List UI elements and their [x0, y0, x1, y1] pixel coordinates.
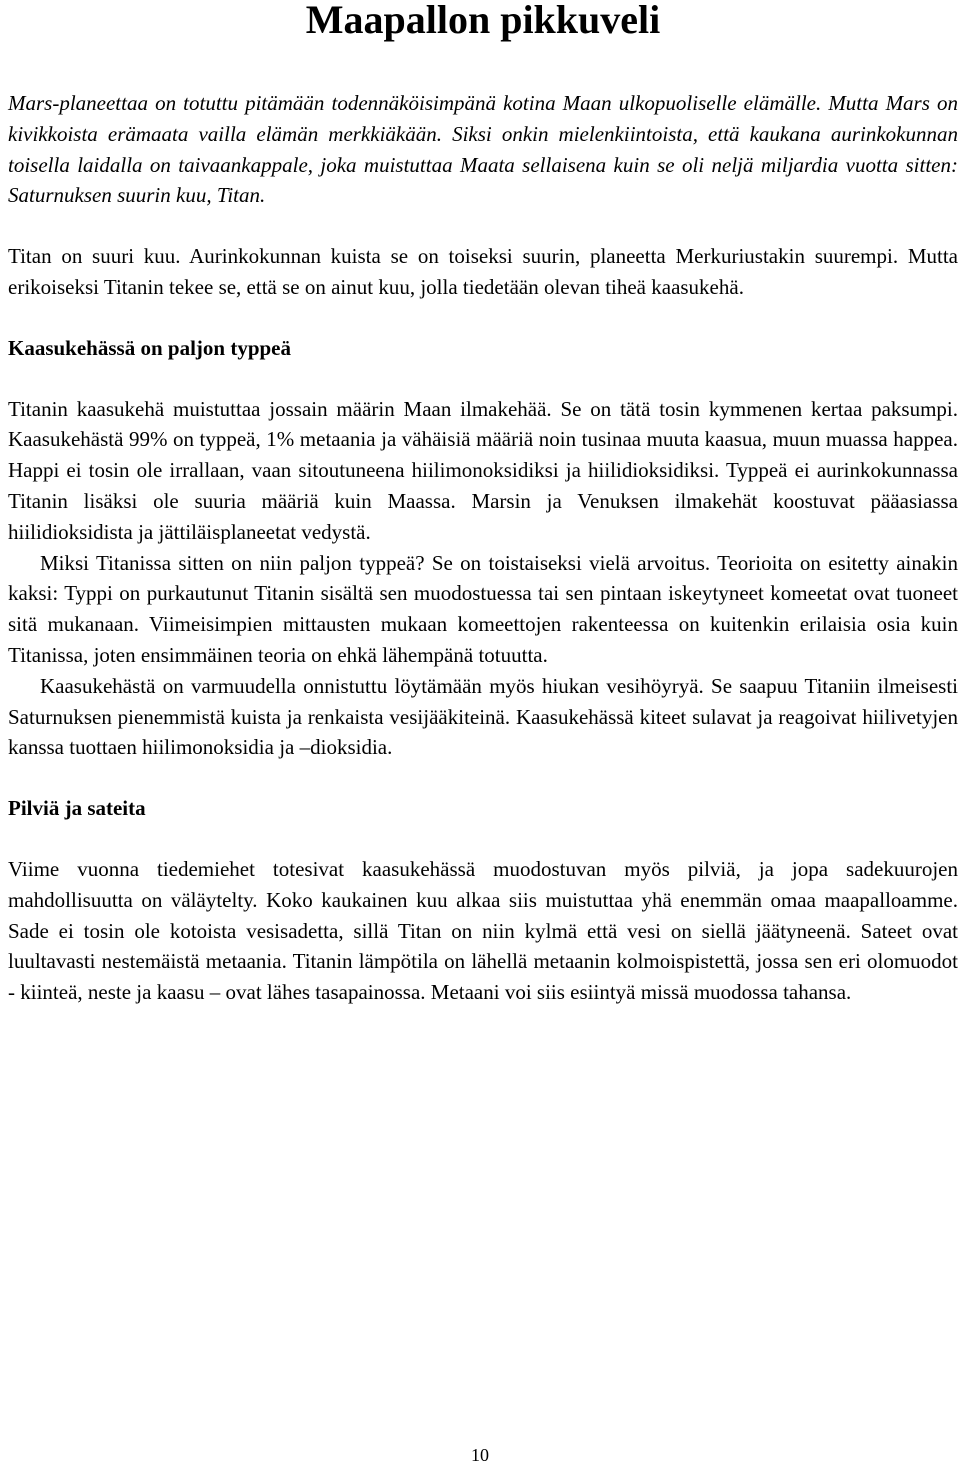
section-heading-nitrogen: Kaasukehässä on paljon typpeä — [8, 335, 291, 360]
intro-paragraph: Mars-planeettaa on totuttu pitämään todennäköisimpänä kotina Maan ulkopuoliselle elämälle. Mutta Mars on kivikkoista erämaata vailla elämän merkkiäkään. Siksi onkin mielenkiintoista, että kaukana aurinkokunnan toisella laidalla on taivaankappale, joka muistuttaa Maata sellaisena kuin se oli neljä miljardia vuotta sitten: Saturnuksen suurin kuu, Titan. — [8, 91, 958, 208]
section-heading-clouds: Pilviä ja sateita — [8, 796, 146, 821]
paragraph-nitrogen-mystery: Miksi Titanissa sitten on niin paljon typpeä? Se on toistaiseksi vielä arvoitus. Teorioita on esitetty ainakin kaksi: Typpi on purkautunut Titanin sisältä sen muodostuessa tai sen pintaan iskeytyneet komeetat ovat tuoneet sitä mukanaan. Viimeisimpien mittausten mukaan komeettojen rakenteessa on kuitenkin erilaisia osia kuin Titanissa, joten ensimmäinen teoria on ehkä lähempänä totuutta. — [8, 550, 958, 667]
paragraph-water-vapor: Kaasukehästä on varmuudella onnistuttu löytämään myös hiukan vesihöyryä. Se saapuu Titaniin ilmeisesti Saturnuksen pienemmistä kuista ja renkaista vesijääkiteinä. Kaasukehässä kiteet sulavat ja reagoivat hiilivetyjen kanssa tuottaen hiilimonoksidia ja –dioksidia. — [8, 673, 958, 760]
page-number: 10 — [471, 1445, 489, 1465]
page-title: Maapallon pikkuveli — [305, 0, 661, 42]
document-page — [8, 0, 958, 1008]
paragraph-clouds-rain: Viime vuonna tiedemiehet totesivat kaasukehässä muodostuvan myös pilviä, ja jopa sadekuurojen mahdollisuutta on väläytelty. Koko kaukainen kuu alkaa siis muistuttaa yhä enemmän omaa maapalloamme. Sade ei tosin ole kotoista vesisadetta, sillä Titan on niin kylmä että vesi on siellä jäätyneenä. Sateet ovat luultavasti nestemäistä metaania. Titanin lämpötila on lähellä metaanin kolmoispistettä, jossa sen eri olomuodot - kiinteä, neste ja kaasu – ovat lähes tasapainossa. Metaani voi siis esiintyä missä muodossa tahansa. — [8, 856, 958, 1005]
paragraph-titan-size: Titan on suuri kuu. Aurinkokunnan kuista se on toiseksi suurin, planeetta Merkuriustakin suurempi. Mutta erikoiseksi Titanin tekee se, että se on ainut kuu, jolla tiedetään olevan tiheä kaasukehä. — [8, 244, 958, 299]
paragraph-atmosphere: Titanin kaasukehä muistuttaa jossain määrin Maan ilmakehää. Se on tätä tosin kymmenen kertaa paksumpi. Kaasukehästä 99% on typpeä, 1% metaania ja vähäisiä määriä noin tusinaa muuta kaasua, muun muassa happea. Happi ei tosin ole irrallaan, vaan sitoutuneena hiilimonoksidiksi ja hiilidioksidiksi. Typpeä ei aurinkokunnassa Titanin lisäksi ole suuria määriä kuin Maassa. Marsin ja Venuksen ilmakehät koostuvat pääasiassa hiilidioksidista ja jättiläisplaneetat vedystä. — [8, 396, 958, 544]
